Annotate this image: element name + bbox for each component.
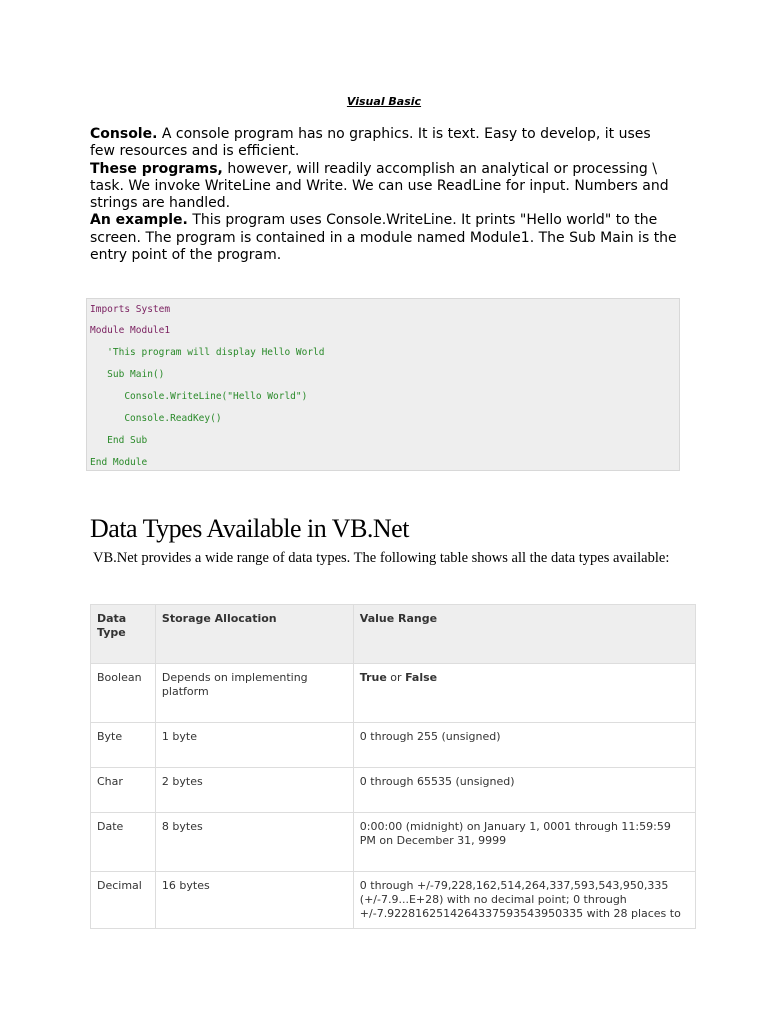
code-line: End Module — [90, 457, 148, 468]
cell-storage: 1 byte — [155, 723, 353, 768]
data-types-table — [90, 604, 696, 929]
header-data-type: Data Type — [91, 605, 156, 664]
cell-storage: 8 bytes — [155, 813, 353, 872]
intro-text — [90, 126, 680, 264]
cell-range: 0:00:00 (midnight) on January 1, 0001 through 11:59:59 PM on December 31, 9999 — [353, 813, 695, 872]
range-true: True — [359, 671, 387, 684]
section-description: VB.Net provides a wide range of data types. The following table shows all the data types available: — [93, 550, 670, 566]
code-block — [86, 298, 680, 471]
cell-range: 0 through 65535 (unsigned) — [353, 768, 695, 813]
intro-lead: These programs, — [90, 160, 223, 177]
cell-range — [353, 664, 695, 723]
intro-body: however, will readily accomplish an analytical or processing \ task. We invoke WriteLine and Write. We can use ReadLine for input. Numbers and strings are handled. — [90, 160, 669, 212]
intro-paragraph-console — [90, 126, 680, 161]
cell-range: 0 through +/-79,228,162,514,264,337,593,543,950,335 (+/-7.9...E+28) with no decimal point; 0 through +/-7.9228162514264337593543950335 with 28 places to — [353, 872, 695, 929]
table-row — [91, 723, 696, 768]
code-line: 'This program will display Hello World — [90, 347, 325, 358]
code-line: Sub Main() — [90, 369, 165, 380]
intro-body: This program uses Console.WriteLine. It prints "Hello world" to the screen. The program is contained in a module named Module1. The Sub Main is the entry point of the program. — [90, 212, 677, 264]
code-line: Imports System — [90, 304, 171, 315]
code-line: Console.WriteLine("Hello World") — [90, 391, 308, 402]
cell-storage: 16 bytes — [155, 872, 353, 929]
table-row — [91, 872, 696, 929]
intro-lead: Console. — [90, 126, 158, 142]
intro-lead: An example. — [90, 212, 188, 229]
header-value-range: Value Range — [353, 605, 695, 664]
header-storage: Storage Allocation — [155, 605, 353, 664]
table-row — [91, 768, 696, 813]
cell-range: 0 through 255 (unsigned) — [353, 723, 695, 768]
range-false: False — [405, 671, 438, 684]
code-line: Console.ReadKey() — [90, 413, 222, 424]
cell-type: Date — [91, 813, 156, 872]
intro-paragraph-example — [90, 212, 680, 264]
section-heading: Data Types Available in VB.Net — [90, 514, 409, 543]
intro-body: A console program has no graphics. It is text. Easy to develop, it uses few resources and is efficient. — [90, 126, 651, 160]
table-row — [91, 664, 696, 723]
code-line: Module Module1 — [90, 325, 171, 336]
cell-type: Char — [91, 768, 156, 813]
cell-type: Boolean — [91, 664, 156, 723]
intro-paragraph-programs — [90, 161, 680, 213]
page-title: Visual Basic — [346, 95, 422, 108]
code-line: End Sub — [90, 435, 148, 446]
table-row — [91, 813, 696, 872]
cell-type: Decimal — [91, 872, 156, 929]
cell-type: Byte — [91, 723, 156, 768]
range-or: or — [386, 671, 406, 684]
cell-storage: Depends on implementing platform — [155, 664, 353, 723]
cell-storage: 2 bytes — [155, 768, 353, 813]
table-header-row — [91, 605, 696, 664]
